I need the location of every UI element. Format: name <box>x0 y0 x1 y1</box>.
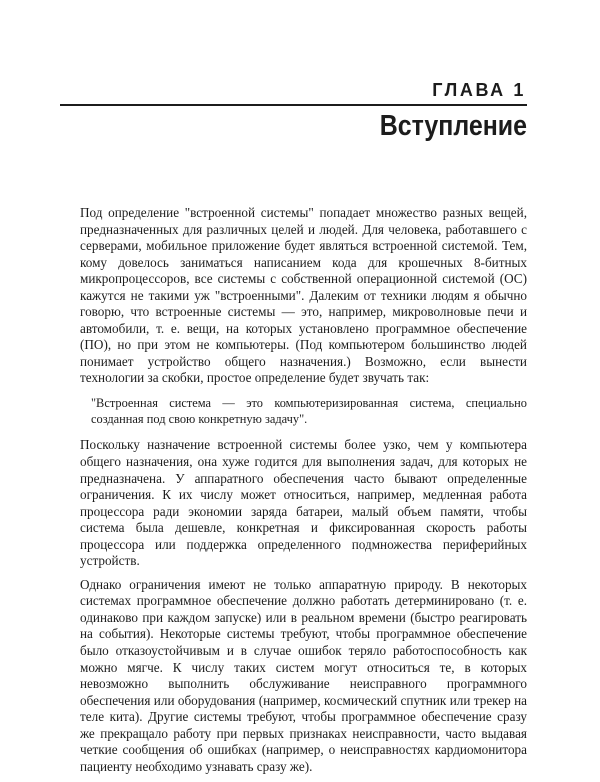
paragraph-2: Поскольку назначение встроенной системы более узко, чем у компьютера общего назначения, она хуже годится для выполнения задач, для которых не предназначена. У аппаратного обеспечения часто бывают определенные ограничения. К их числу может относиться, например, медленная работа процессора ради экономии заряда батареи, малый объем памяти, чтобы система была дешевле, конкретная и фиксированная скорость работы процессора или поддержка определенного подмножества периферийных устройств. <box>80 437 527 569</box>
paragraph-1: Под определение "встроенной системы" попадает множество разных вещей, предназначенных для различных целей и людей. Для человека, работавшего с серверами, мобильное приложение будет являться встроенной системой. Тем, кому довелось заниматься написанием кода для крошечных 8-битных микропроцессоров, все системы с собственной операционной системой (ОС) кажутся не такими уж "встроенными". Далеким от техники людям я обычно говорю, что встроенные системы — это, например, микроволновые печи и автомобили, т. е. вещи, на которых установлено программное обеспечение (ПО), но при этом не компьютеры. (Под компьютером большинство людей понимает устройство общего назначения.) Возможно, если вынести технологии за скобки, простое определение будет звучать так: <box>80 205 527 386</box>
paragraph-3: Однако ограничения имеют не только аппаратную природу. В некоторых системах программное обеспечение должно работать детерминировано (т. е. одинаково при каждом запуске) или в реальном времени (быстро реагировать на события). Некоторые системы требуют, чтобы программное обеспечение было отказоустойчивым и в случае ошибок теряло работоспособность как можно мягче. К числу таких систем могут относиться те, в которых невозможно выполнить обслуживание неисправного программного обеспечения или оборудования (например, космический спутник или трекер на теле кита). Другие системы требуют, чтобы программное обеспечение сразу же прекращало работу при первых признаках неисправности, часто выдавая четкие сообщения об ошибках (например, о неисправностях кардиомонитора пациенту необходимо узнавать сразу же). <box>80 576 527 774</box>
chapter-label: ГЛАВА 1 <box>432 80 526 100</box>
definition-quote: "Встроенная система — это компьютеризированная система, специально созданная под свою конкретную задачу". <box>91 396 527 427</box>
chapter-header <box>60 80 527 143</box>
chapter-rule <box>60 104 527 106</box>
body-text <box>80 205 527 782</box>
chapter-title: Вступление <box>379 110 527 142</box>
